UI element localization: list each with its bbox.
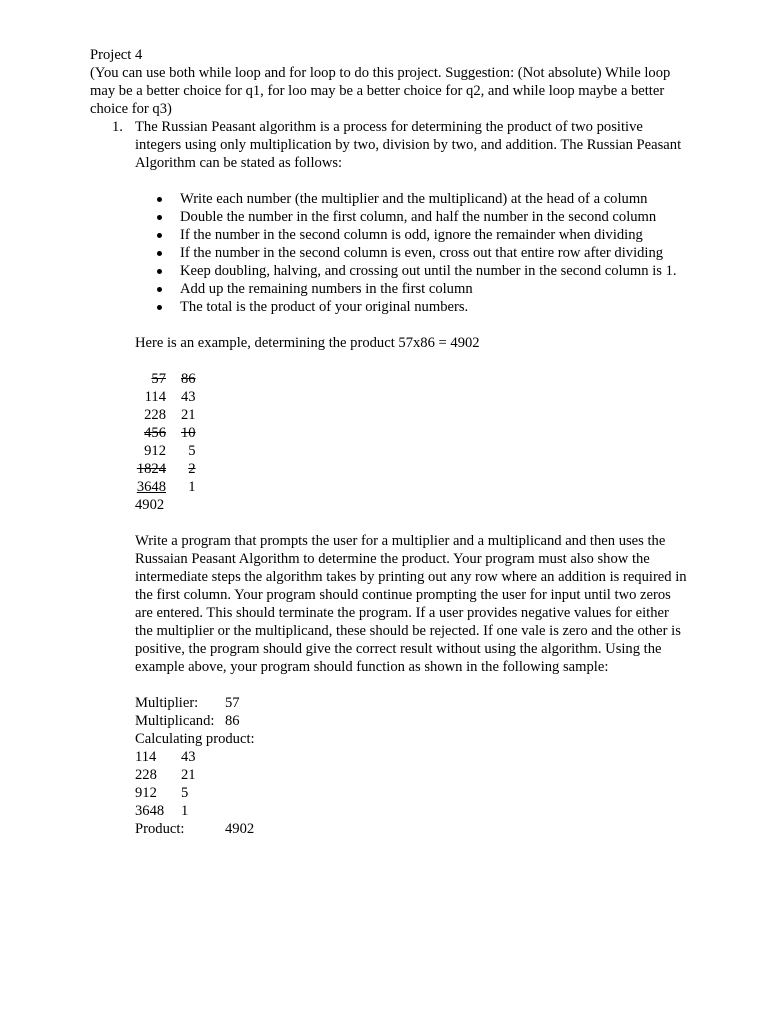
example-cell-b: 2 (188, 461, 196, 477)
table-row (135, 694, 255, 712)
sample-cell-b: 1 (181, 803, 189, 819)
table-row (135, 784, 196, 802)
sample-calculating: Calculating product: (135, 731, 255, 747)
example-cell-a: 912 (144, 443, 166, 459)
sample-cell-b: 43 (181, 749, 196, 765)
table-row (135, 496, 196, 514)
bullet-icon (157, 305, 162, 310)
example-cell-b: 43 (181, 389, 196, 405)
example-table (135, 370, 196, 514)
intro-paragraph: (You can use both while loop and for loop to do this project. Suggestion: (Not absolute) While loop may be a better choice for q1, for loo may be a better choice for q2, and while loop maybe a better choice for q3) (90, 65, 671, 117)
example-cell-b: 86 (181, 371, 196, 387)
table-row (135, 406, 196, 424)
sample-cell-a: 114 (135, 749, 157, 765)
table-row (135, 820, 254, 838)
sample-cell-a: 228 (135, 767, 157, 783)
example-cell-b: 1 (188, 479, 196, 495)
list-item: Keep doubling, halving, and crossing out until the number in the second column is 1. (135, 262, 690, 280)
sample-cell-b: 21 (181, 767, 196, 783)
bullet-icon (157, 287, 162, 292)
table-row (135, 460, 196, 478)
document-page (90, 46, 690, 838)
table-row (135, 388, 196, 406)
bullet-icon (157, 269, 162, 274)
bullet-icon (157, 251, 162, 256)
sample-cell-a: 3648 (135, 803, 165, 819)
list-item: If the number in the second column is odd, ignore the remainder when dividing (135, 226, 690, 244)
question-item (90, 118, 690, 838)
example-intro: Here is an example, determining the product 57x86 = 4902 (135, 335, 480, 351)
sample-label: Multiplicand: (135, 713, 215, 729)
task-paragraph: Write a program that prompts the user for a multiplier and a multiplicand and then uses the Russaian Peasant Algorithm to determine the product. Your program must also show the intermediate steps the algorithm takes by printing out any row where an addition is required in the first column. Your program should continue prompting the user for input until two zeros are entered. This should terminate the program. If a user provides negative values for either the multiplier or the multiplicand, these should be rejected. If one vale is zero and the other is positive, the program should give the correct result without using the algorithm. Using the example above, your program should function as shown in the following sample: (135, 533, 687, 675)
list-item: If the number in the second column is even, cross out that entire row after dividing (135, 244, 690, 262)
example-cell-a: 114 (144, 389, 166, 405)
bullet-icon (157, 233, 162, 238)
table-row (135, 712, 255, 730)
sample-cell-b: 5 (181, 785, 189, 801)
table-row (135, 442, 196, 460)
sample-value: 86 (225, 713, 240, 729)
example-cell-b: 10 (181, 425, 196, 441)
sample-product (135, 820, 254, 838)
sample-cell-a: 912 (135, 785, 157, 801)
rules-list (135, 190, 690, 316)
table-row (135, 748, 196, 766)
table-row (135, 478, 196, 496)
list-item: Double the number in the first column, and half the number in the second column (135, 208, 690, 226)
example-cell-b: 21 (181, 407, 196, 423)
page-title: Project 4 (90, 47, 143, 63)
table-row (135, 730, 255, 748)
bullet-icon (157, 215, 162, 220)
sample-value: 57 (225, 695, 240, 711)
list-item: The total is the product of your original numbers. (135, 298, 690, 316)
example-cell-a: 456 (144, 425, 166, 441)
question-text: The Russian Peasant algorithm is a process for determining the product of two positive integers using only multiplication by two, division by two, and addition. The Russian Peasant Algorithm can be stated as follows: (135, 119, 682, 171)
bullet-icon (157, 197, 162, 202)
example-cell-a: 228 (144, 407, 166, 423)
table-row (135, 802, 196, 820)
example-cell-b: 5 (188, 443, 196, 459)
question-number: 1. (112, 119, 123, 135)
sample-rows (135, 748, 196, 820)
table-row (135, 424, 196, 442)
example-total: 4902 (135, 497, 165, 513)
list-item: Write each number (the multiplier and the multiplicand) at the head of a column (135, 190, 690, 208)
sample-output (135, 694, 255, 748)
table-row (135, 370, 196, 388)
example-cell-a: 3648 (136, 479, 166, 495)
sample-label: Multiplier: (135, 695, 199, 711)
example-cell-a: 1824 (136, 461, 166, 477)
sample-label: Product: (135, 821, 185, 837)
list-item: Add up the remaining numbers in the first column (135, 280, 690, 298)
example-cell-a: 57 (151, 371, 166, 387)
table-row (135, 766, 196, 784)
sample-value: 4902 (225, 821, 255, 837)
